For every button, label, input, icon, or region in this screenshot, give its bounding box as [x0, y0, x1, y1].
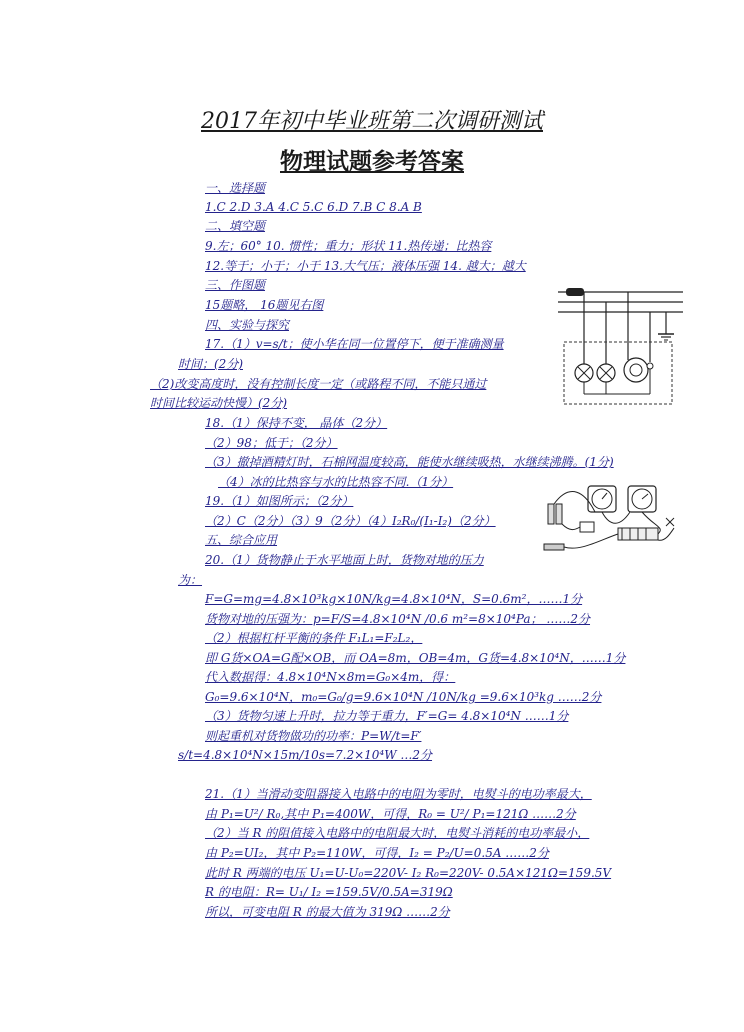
answer-line-18c: （3）撤掉酒精灯时，石棉网温度较高，能使水继续吸热，水继续沸腾。(1分) [205, 455, 614, 469]
answer-line-21c: （2）当 R 的阻值接入电路中的电阻最大时，电熨斗消耗的电功率最小， [205, 826, 590, 840]
resistor-icon [580, 522, 594, 532]
answer-line-20e: （2）根据杠杆平衡的条件 F₁L₁=F₂L₂， [205, 631, 423, 645]
battery-icon [548, 504, 554, 524]
answer-line-21e: 此时 R 两端的电压 U₁=U-U₀=220V- I₂ R₀=220V- 0.5A×121Ω=159.5V [205, 866, 612, 880]
answer-line-15-16: 15题略， 16题见右图 [205, 298, 324, 312]
section-heading-drawing: 三、作图题 [205, 278, 266, 292]
answer-line-12-14: 12.等于；小于；小于 13.大气压；液体压强 14. 越大；越大 [205, 259, 526, 273]
answer-line-20f: 即 G货×OA=G配×OB，而 OA=8m，OB=4m，G货=4.8×10⁴N，……1分 [205, 651, 626, 665]
answer-line-21g: 所以，可变电阻 R 的最大值为 319Ω ……2分 [205, 905, 450, 919]
section-heading-fill: 二、填空题 [205, 219, 266, 233]
answer-line-17b: 时间；(2分) [178, 357, 243, 371]
answer-line-18a: 18.（1）保持不变， 晶体（2分） [205, 416, 388, 430]
switch-icon [647, 363, 653, 369]
answer-line-17d: 时间比较运动快慢）(2分) [150, 396, 287, 410]
experiment-circuit-diagram [540, 482, 680, 557]
section-heading-choice: 一、选择题 [205, 181, 266, 195]
answer-line-19a: 19.（1）如图所示；（2分） [205, 494, 354, 508]
switch-icon [544, 544, 564, 550]
answer-line-21b: 由 P₁=U²/ R₀,其中 P₁=400W，可得，R₀ = U²/ P₁=121Ω ……2分 [205, 807, 576, 821]
answer-line-20i: （3）货物匀速上升时，拉力等于重力，F′=G= 4.8×10⁴N ……1分 [205, 709, 569, 723]
answer-line-17c: （2)改变高度时，没有控制长度一定（或路程不同，不能只通过 [150, 377, 487, 391]
page-subtitle: 物理试题参考答案 [280, 148, 464, 175]
answer-line-choice: 1.C 2.D 3.A 4.C 5.C 6.D 7.B C 8.A B [205, 200, 422, 214]
answer-line-20h: G₀=9.6×10⁴N，m₀=G₀/g=9.6×10⁴N /10N/kg =9.6×10³kg ……2分 [205, 690, 602, 704]
answer-line-20b: 为： [178, 573, 203, 587]
socket-icon [624, 358, 648, 382]
answer-line-20g: 代入数据得：4.8×10⁴N×8m=G₀×4m，得： [205, 670, 456, 684]
answer-line-20j: 则起重机对货物做功的功率：P=W/t=F′ [205, 729, 422, 743]
battery-icon [556, 504, 562, 524]
section-heading-application: 五、综合应用 [205, 533, 278, 547]
household-circuit-diagram [558, 282, 688, 407]
section-heading-experiment: 四、实验与探究 [205, 318, 290, 332]
answer-line-21f: R 的电阻：R= U₁/ I₂ =159.5V/0.5A=319Ω [205, 885, 453, 899]
answer-line-20k: s/t=4.8×10⁴N×15m/10s=7.2×10⁴W …2分 [178, 748, 433, 762]
answer-line-21a: 21.（1）当滑动变阻器接入电路中的电阻为零时，电熨斗的电功率最大， [205, 787, 592, 801]
answer-line-17a: 17.（1）v=s/t；使小华在同一位置停下，便于准确测量 [205, 337, 504, 351]
page-title: 2017年初中毕业班第二次调研测试 [201, 109, 543, 134]
answer-line-9-11: 9.左；60° 10. 惯性；重力；形状 11.热传递；比热容 [205, 239, 492, 253]
answer-line-20a: 20.（1）货物静止于水平地面上时，货物对地的压力 [205, 553, 484, 567]
answer-line-18b: （2）98；低于；（2分） [205, 436, 338, 450]
answer-line-18d: （4）冰的比热容与水的比热容不同.（1分） [218, 475, 454, 489]
answer-line-20c: F=G=mg=4.8×10³kg×10N/kg=4.8×10⁴N，S=0.6m²，……1分 [205, 592, 583, 606]
answer-line-19b: （2）C（2分）（3）9（2分）（4）I₂R₀/(I₁-I₂)（2分） [205, 514, 496, 528]
answer-line-21d: 由 P₂=UI₂，其中 P₂=110W，可得，I₂ = P₂/U=0.5A ……2分 [205, 846, 549, 860]
answer-line-20d: 货物对地的压强为：p=F/S=4.8×10⁴N /0.6 m²=8×10⁴Pa； ……2分 [205, 612, 591, 626]
